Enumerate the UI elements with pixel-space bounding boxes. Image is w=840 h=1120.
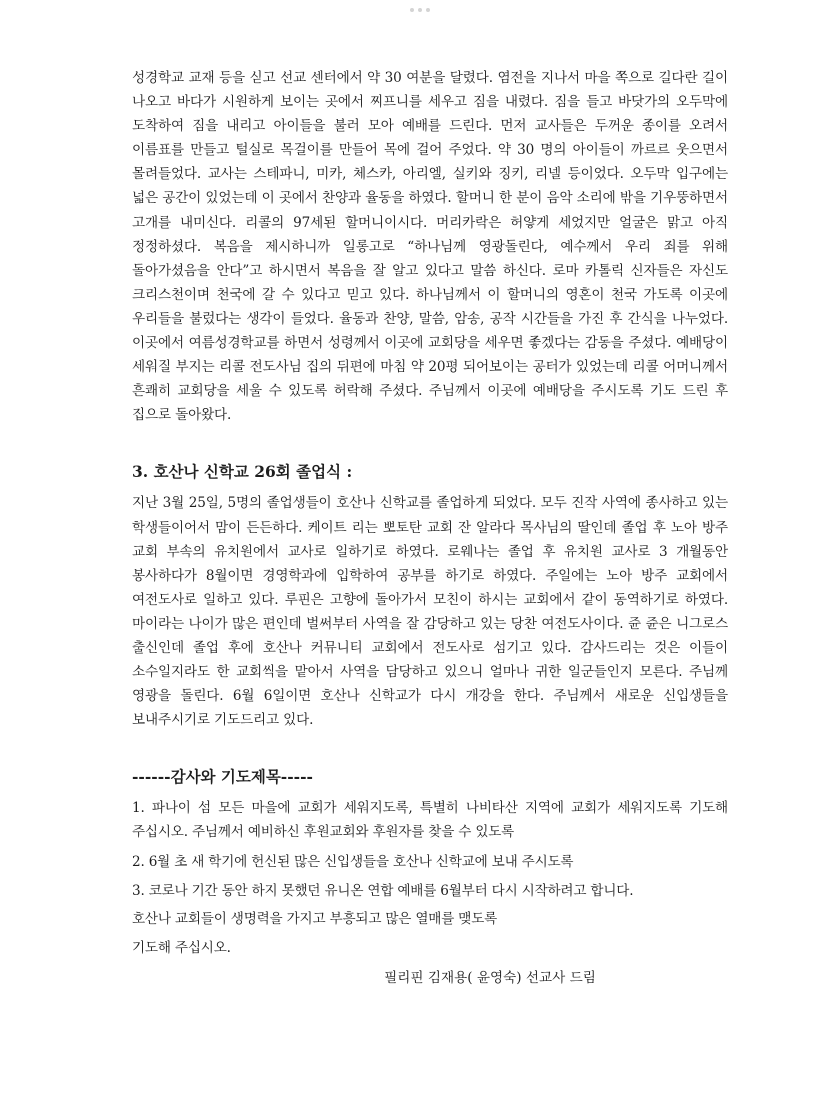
prayer-item: 1. 파나이 섬 모든 마을에 교회가 세워지도록, 특별히 나비타산 지역에 교회가 세워지도록 기도해 주십시오. 주님께서 예비하신 후원교회와 후원자를 찾을 수 있도록 <box>132 800 728 841</box>
prayer-item: 기도해 주십시오. <box>132 939 231 956</box>
indicator-dot <box>410 8 414 12</box>
paragraph-vbs-report: 성경학교 교재 등을 싣고 선교 센터에서 약 30 여분을 달렸다. 염전을 지나서 마을 쪽으로 길다란 길이 나오고 바다가 시원하게 보이는 곳에서 찌프니를 세우고 짐을 내렸다. 짐을 들고 바닷가의 오두막에 도착하여 짐을 내리고 아이들을 불러 모아 예배를 드린다. 먼저 교사들은 두꺼운 종이를 오려서 이름표를 만들고 털실로 목걸이를 만들어 목에 걸어 주었다. 약 30 명의 아이들이 까르르 웃으면서 몰려들었다. 교사는 스테파니, 미카, 체스카, 아리엘, 실키와 징키, 리넬 등이었다. 오두막 입구에는 넓은 공간이 있었는데 이 곳에서 찬양과 율동을 하였다. 할머니 한 분이 음악 소리에 밖을 기우뚱하면서 고개를 내미신다. 리콜의 97세된 할머니이시다. 머리카락은 허얗게 세었지만 얼굴은 맑고 아직 정정하셨다. 복음을 제시하니까 일롱고로 “하나님께 영광돌린다, 예수께서 우리 죄를 위해 돌아가셨음을 안다”고 하시면서 복음을 잘 알고 있다고 말씀 하신다. 로마 카톨릭 신자들은 자신도 크리스천이며 천국에 갈 수 있다고 믿고 있다. 하나님께서 이 할머니의 영혼이 천국 가도록 이곳에 우리들을 불렀다는 생각이 들었다. 율동과 찬양, 말씀, 암송, 공작 시간들을 가진 후 간식을 나누었다. 이곳에서 여름성경학교를 하면서 성령께서 이곳에 교회당을 세우면 좋겠다는 감동을 주셨다. 예배당이 세워질 부지는 리콜 전도사님 집의 뒤편에 마침 약 20평 되어보이는 공터가 있었는데 리콜 어머니께서 흔쾌히 교회당을 세울 수 있도록 허락해 주셨다. 주님께서 이곳에 예배당을 주시도록 기도 드린 후 집으로 돌아왔다. <box>132 70 728 424</box>
indicator-dot <box>426 8 430 12</box>
prayer-item: 2. 6월 초 새 학기에 헌신된 많은 신입생들을 호산나 신학교에 보내 주시도록 <box>132 854 574 871</box>
signature: 필리핀 김재용( 윤영숙) 선교사 드림 <box>384 969 596 986</box>
prayer-item: 3. 코로나 기간 동안 하지 못했던 유니온 연합 예배를 6월부터 다시 시작하려고 합니다. <box>132 882 634 899</box>
prayer-item: 호산나 교회들이 생명력을 가지고 부흥되고 많은 열매를 맺도록 <box>132 911 498 928</box>
prayer-heading: ------감사와 기도제목----- <box>132 767 313 787</box>
indicator-dot <box>418 8 422 12</box>
section-title-graduation: 3. 호산나 신학교 26회 졸업식 : <box>132 462 353 482</box>
prayer-list <box>132 796 728 962</box>
page-indicator <box>410 8 430 12</box>
paragraph-graduation: 지난 3월 25일, 5명의 졸업생들이 호산나 신학교를 졸업하게 되었다. 모두 진작 사역에 종사하고 있는 학생들이어서 맘이 든든하다. 케이트 리는 뽀토탄 교회 잔 알라다 목사님의 딸인데 졸업 후 노아 방주 교회 부속의 유치원에서 교사로 일하기로 하였다. 로웨나는 졸업 후 유치원 교사로 3 개월동안 봉사하다가 8월이면 경영학과에 입학하여 공부를 하기로 하였다. 주일에는 노아 방주 교회에서 여전도사로 일하고 있다. 루핀은 고향에 돌아가서 모친이 하시는 교회에서 같이 동역하기로 하였다. 마이라는 나이가 많은 편인데 벌써부터 사역을 잘 감당하고 있는 당찬 여전도사이다. 쥰 쥰은 니그로스 출신인데 졸업 후에 호산나 커뮤니티 교회에서 전도사로 섬기고 있다. 감사드리는 것은 이들이 소수일지라도 한 교회씩을 맡아서 사역을 담당하고 있으니 얼마나 귀한 일군들인지 모른다. 주님께 영광을 돌린다. 6월 6일이면 호산나 신학교가 다시 개강을 한다. 주님께서 새로운 신입생들을 보내주시기로 기도드리고 있다. <box>132 495 728 729</box>
